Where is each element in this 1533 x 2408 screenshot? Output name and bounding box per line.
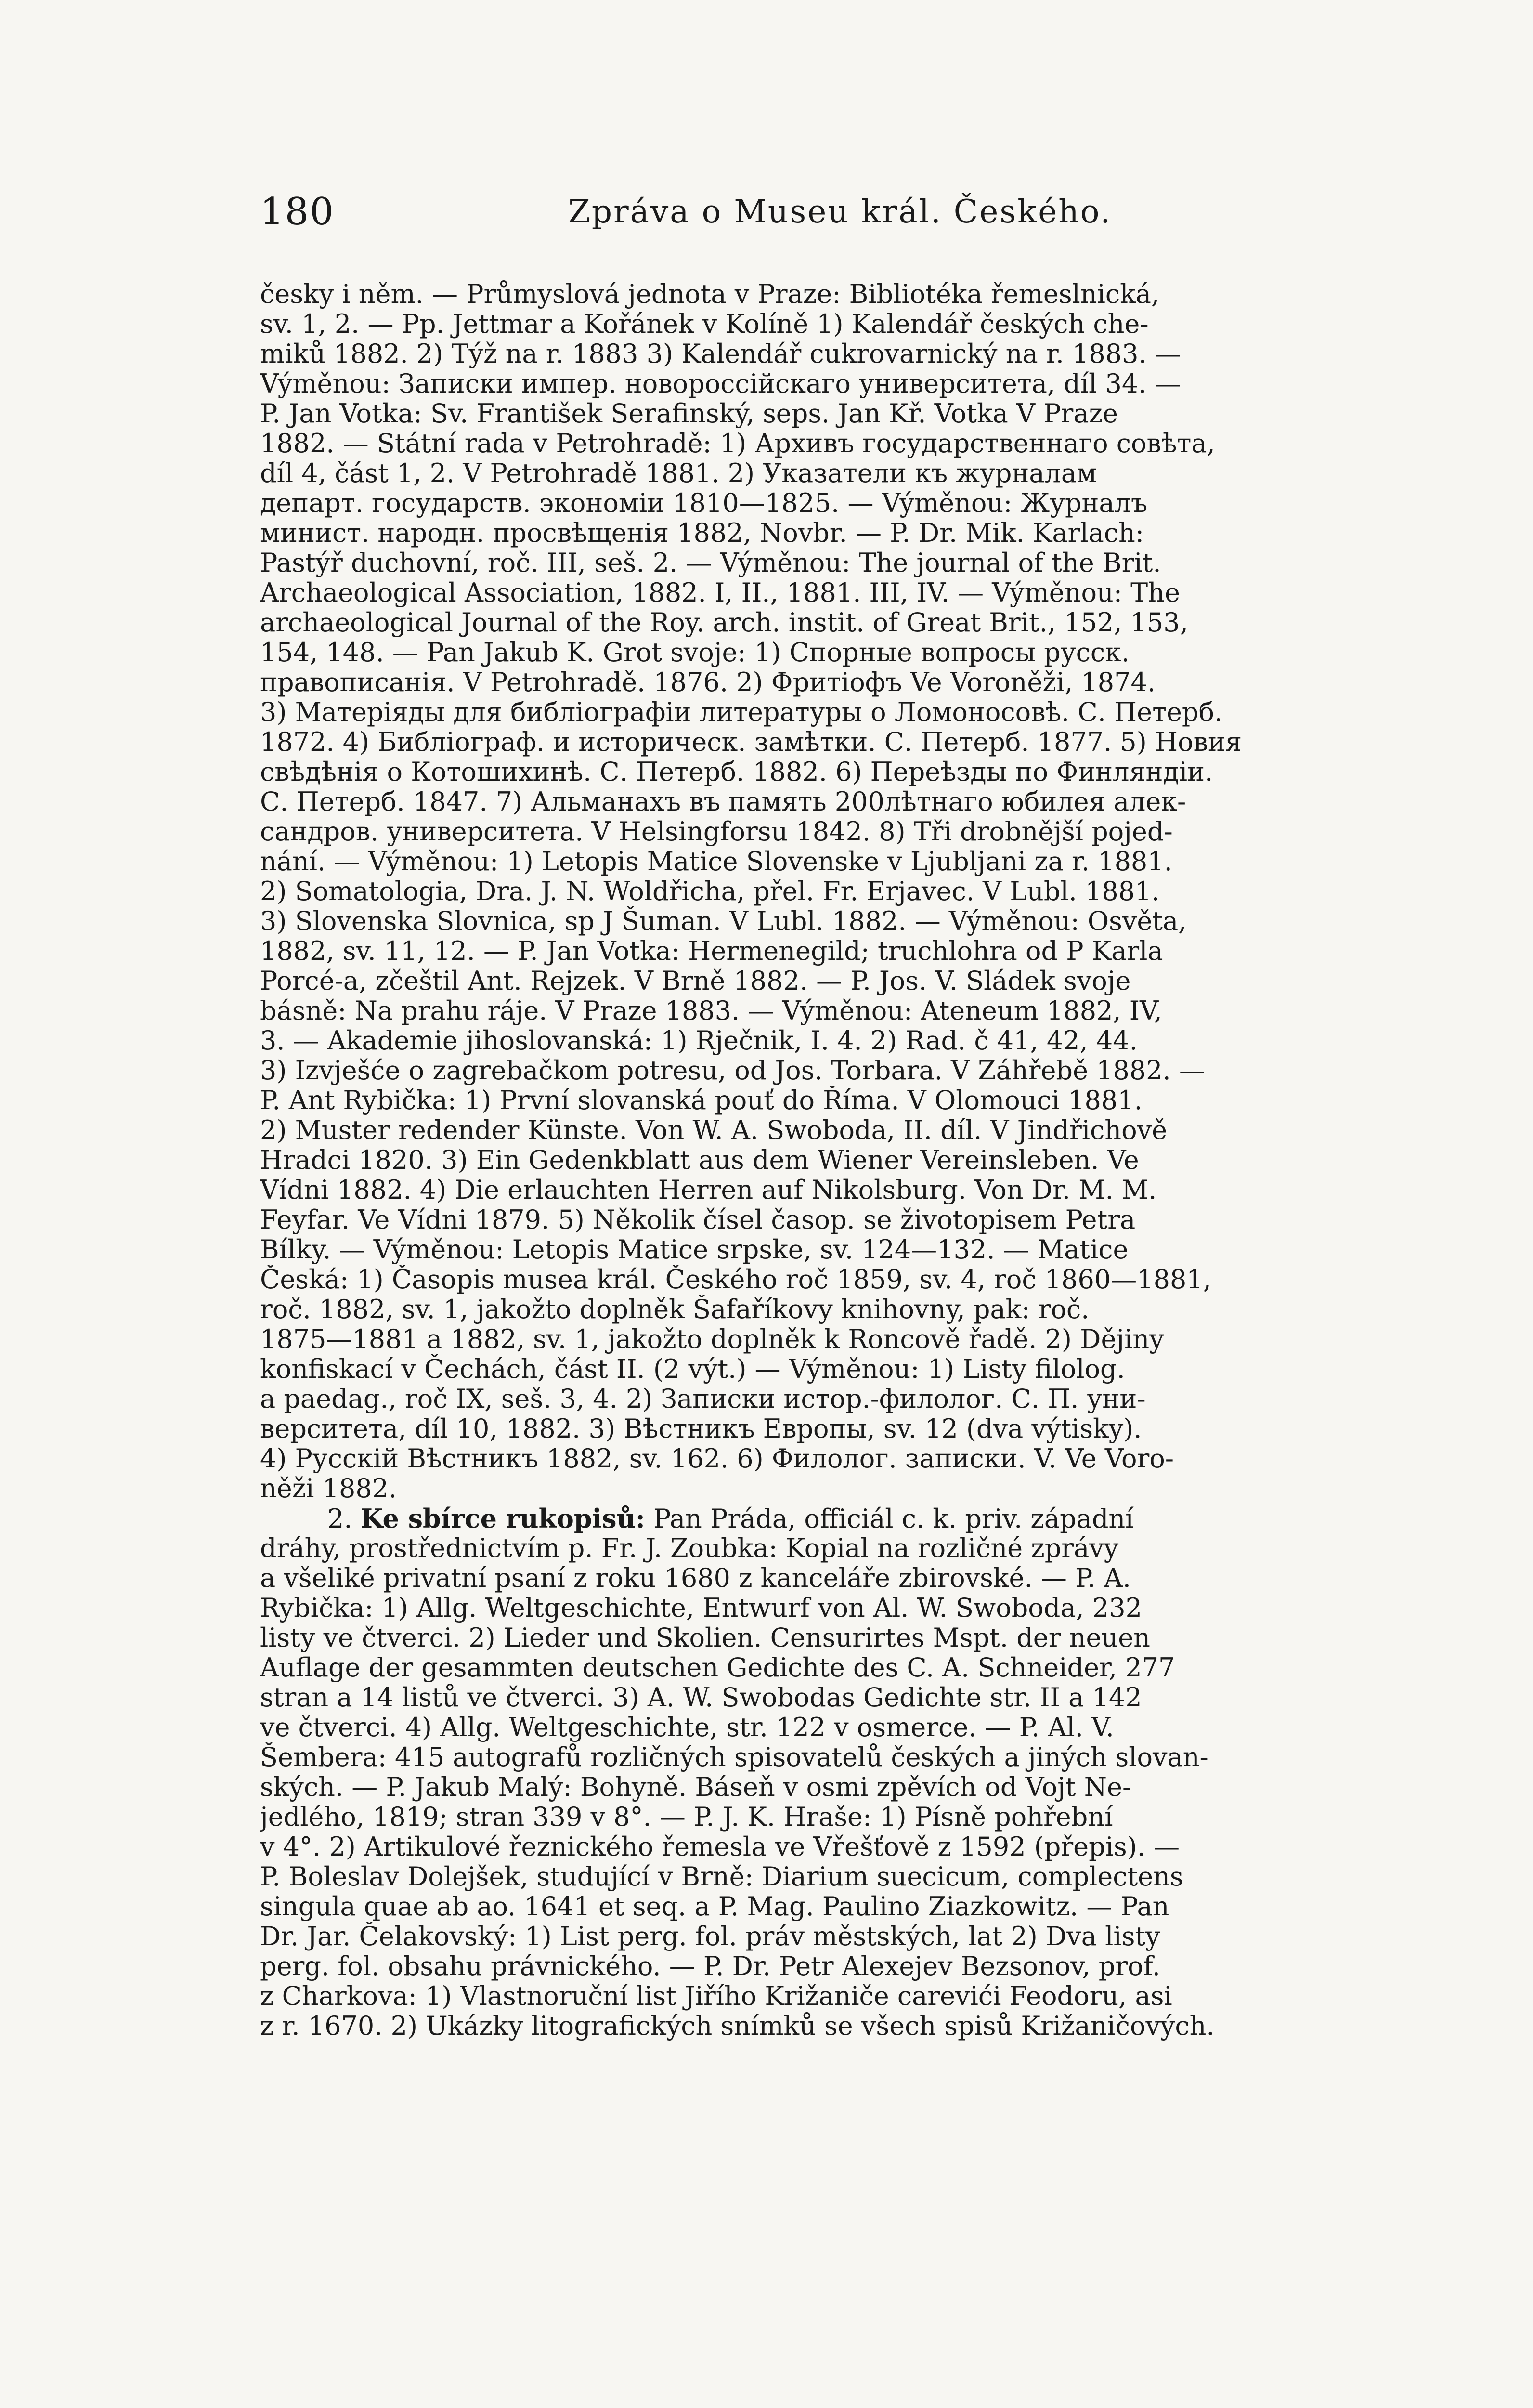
text-line: Bílky. — Výměnou: Letopis Matice srpske, sv. 124—132. — Matice xyxy=(260,1235,1129,1265)
text-line: С. Петерб. 1847. 7) Альманахъ въ память 200лѣтнаго юбилея алек- xyxy=(260,787,1186,817)
text-line: z r. 1670. 2) Ukázky litografických snímků se všech spisů Križaničových. xyxy=(260,2011,1215,2041)
text-line: Feyfar. Ve Vídni 1879. 5) Několik čísel časop. se životopisem Petra xyxy=(260,1205,1136,1235)
text-line: 154, 148. — Pan Jakub K. Grot svoje: 1) Спорные вопросы русск. xyxy=(260,638,1130,667)
text-line: roč. 1882, sv. 1, jakožto doplněk Šafaříkovy knihovny, pak: roč. xyxy=(260,1295,1090,1324)
page-header xyxy=(260,190,1295,243)
text-line: P. Jan Votka: Sv. František Serafinský, seps. Jan Kř. Votka V Praze xyxy=(260,399,1118,429)
text-line: singula quae ab ao. 1641 et seq. a P. Mag. Paulino Ziazkowitz. — Pan xyxy=(260,1892,1169,1922)
text-line: sv. 1, 2. — Pp. Jettmar a Kořánek v Kolíně 1) Kalendář českých che- xyxy=(260,309,1149,339)
text-line: минист. народн. просвѣщенія 1882, Novbr. — P. Dr. Mik. Karlach: xyxy=(260,518,1144,548)
text-line: 2) Muster redender Künste. Von W. A. Swoboda, II. díl. V Jindřichově xyxy=(260,1115,1168,1145)
text-line: básně: Na prahu ráje. V Praze 1883. — Výměnou: Ateneum 1882, IV, xyxy=(260,996,1162,1026)
text-line: 2) Somatologia, Dra. J. N. Woldřicha, přel. Fr. Erjavec. V Lubl. 1881. xyxy=(260,877,1160,906)
section-heading: Ke sbírce rukopisů: xyxy=(360,1504,645,1533)
text-line: 1882. — Státní rada v Petrohradě: 1) Архивъ государственнаго совѣта, xyxy=(260,429,1215,458)
text-line: Pastýř duchovní, roč. III, seš. 2. — Výměnou: The journal of the Brit. xyxy=(260,548,1161,578)
text-line: P. Boleslav Dolejšek, studující v Brně: Diarium suecicum, complectens xyxy=(260,1862,1183,1892)
text-line: v 4°. 2) Artikulové řeznického řemesla ve Vřešťově z 1592 (přepis). — xyxy=(260,1832,1180,1862)
text-line: miků 1882. 2) Týž na r. 1883 3) Kalendář cukrovarnický na r. 1883. — xyxy=(260,339,1181,369)
text-line: Archaeological Association, 1882. I, II., 1881. III, IV. — Výměnou: The xyxy=(260,578,1180,608)
text-line: a všeliké privatní psaní z roku 1680 z kanceláře zbirovské. — P. A. xyxy=(260,1563,1131,1593)
text-line: 3. — Akademie jihoslovanská: 1) Rječnik, I. 4. 2) Rad. č 41, 42, 44. xyxy=(260,1026,1138,1056)
text-line: правописанія. V Petrohradě. 1876. 2) Фритіофъ Ve Voroněži, 1874. xyxy=(260,667,1156,697)
text-line: 3) Izvješće o zagrebačkom potresu, od Jos. Torbara. V Záhřebě 1882. — xyxy=(260,1056,1205,1086)
text-line: сандров. университета. V Helsingforsu 1842. 8) Tři drobnější pojed- xyxy=(260,817,1173,847)
page-number: 180 xyxy=(260,190,335,234)
text-line: 3) Slovenska Slovnica, sp J Šuman. V Lubl. 1882. — Výměnou: Osvěta, xyxy=(260,906,1187,936)
text-line: Hradci 1820. 3) Ein Gedenkblatt aus dem Wiener Vereinsleben. Ve xyxy=(260,1145,1139,1175)
text-line: a paedag., roč IX, seš. 3, 4. 2) Записки истор.-филолог. С. П. уни- xyxy=(260,1384,1146,1414)
section-intro: Pan Práda, officiál c. k. priv. západní xyxy=(653,1504,1134,1533)
text-line: ských. — P. Jakub Malý: Bohyně. Báseň v osmi zpěvích od Vojt Ne- xyxy=(260,1772,1131,1802)
text-line: listy ve čtverci. 2) Lieder und Skolien. Censurirtes Mspt. der neuen xyxy=(260,1623,1150,1653)
text-line: konfiskací v Čechách, část II. (2 výt.) — Výměnou: 1) Listy filolog. xyxy=(260,1354,1125,1384)
text-line: 1882, sv. 11, 12. — P. Jan Votka: Hermenegild; truchlohra od P Karla xyxy=(260,936,1163,966)
text-line: Dr. Jar. Čelakovský: 1) List perg. fol. práv městských, lat 2) Dva listy xyxy=(260,1922,1160,1951)
text-line: Výměnou: Записки импер. новороссійскаго университета, díl 34. — xyxy=(260,369,1181,399)
text-line: Porcé-a, zčeštil Ant. Rejzek. V Brně 1882. — P. Jos. V. Sládek svoje xyxy=(260,966,1131,996)
text-line: dráhy, prostřednictvím p. Fr. J. Zoubka: Kopial na rozličné zprávy xyxy=(260,1533,1119,1563)
text-line: 1872. 4) Библіограф. и историческ. замѣтки. С. Петерб. 1877. 5) Новия xyxy=(260,727,1242,757)
text-line: česky i něm. — Průmyslová jednota v Praze: Bibliotéka řemeslnická, xyxy=(260,279,1160,309)
text-line: perg. fol. obsahu právnického. — P. Dr. Petr Alexejev Bezsonov, prof. xyxy=(260,1951,1160,1981)
text-line: stran a 14 listů ve čtverci. 3) A. W. Swobodas Gedichte str. II a 142 xyxy=(260,1683,1142,1713)
text-line: ve čtverci. 4) Allg. Weltgeschichte, str. 122 v osmerce. — P. Al. V. xyxy=(260,1713,1114,1742)
section-2-first-line xyxy=(260,1504,1405,1533)
text-line: nání. — Výměnou: 1) Letopis Matice Slovenske v Ljubljani za r. 1881. xyxy=(260,847,1172,877)
running-title: Zpráva o Museu král. Českého. xyxy=(568,193,1112,230)
text-line: верситета, díl 10, 1882. 3) Вѣстникъ Европы, sv. 12 (dva výtisky). xyxy=(260,1414,1142,1444)
text-line: 1875—1881 a 1882, sv. 1, jakožto doplněk k Roncově řadě. 2) Dějiny xyxy=(260,1324,1164,1354)
body-text xyxy=(260,279,1405,2041)
text-line: Rybička: 1) Allg. Weltgeschichte, Entwurf von Al. W. Swoboda, 232 xyxy=(260,1593,1142,1623)
text-line: Auflage der gesammten deutschen Gedichte des C. A. Schneider, 277 xyxy=(260,1653,1175,1683)
text-line: Šembera: 415 autografů rozličných spisovatelů českých a jiných slovan- xyxy=(260,1742,1208,1772)
text-line: Česká: 1) Časopis musea král. Českého roč 1859, sv. 4, roč 1860—1881, xyxy=(260,1265,1211,1295)
text-line: 3) Матеріяды для библіографіи литературы о Ломоносовѣ. С. Петерб. xyxy=(260,697,1223,727)
text-line: 4) Русскій Вѣстникъ 1882, sv. 162. 6) Филолог. записки. V. Ve Voro- xyxy=(260,1444,1174,1474)
text-line: департ. государств. экономіи 1810—1825. — Výměnou: Журналъ xyxy=(260,488,1148,518)
section-number: 2. xyxy=(327,1504,352,1533)
text-line: jedlého, 1819; stran 339 v 8°. — P. J. K. Hraše: 1) Písně pohřební xyxy=(260,1802,1113,1832)
text-line: P. Ant Rybička: 1) První slovanská pouť do Říma. V Olomouci 1881. xyxy=(260,1086,1143,1115)
text-line: archaeological Journal of the Roy. arch. instit. of Great Brit., 152, 153, xyxy=(260,608,1188,638)
text-line: Vídni 1882. 4) Die erlauchten Herren auf Nikolsburg. Von Dr. M. M. xyxy=(260,1175,1157,1205)
text-line: něži 1882. xyxy=(260,1474,397,1504)
text-line: свѣдѣнія о Котошихинѣ. С. Петерб. 1882. 6) Переѣзды по Финляндіи. xyxy=(260,757,1213,787)
text-line: z Charkova: 1) Vlastnoruční list Jiřího Križaniče carevići Feodoru, asi xyxy=(260,1981,1172,2011)
text-line: díl 4, část 1, 2. V Petrohradě 1881. 2) Указатели къ журналам xyxy=(260,458,1097,488)
